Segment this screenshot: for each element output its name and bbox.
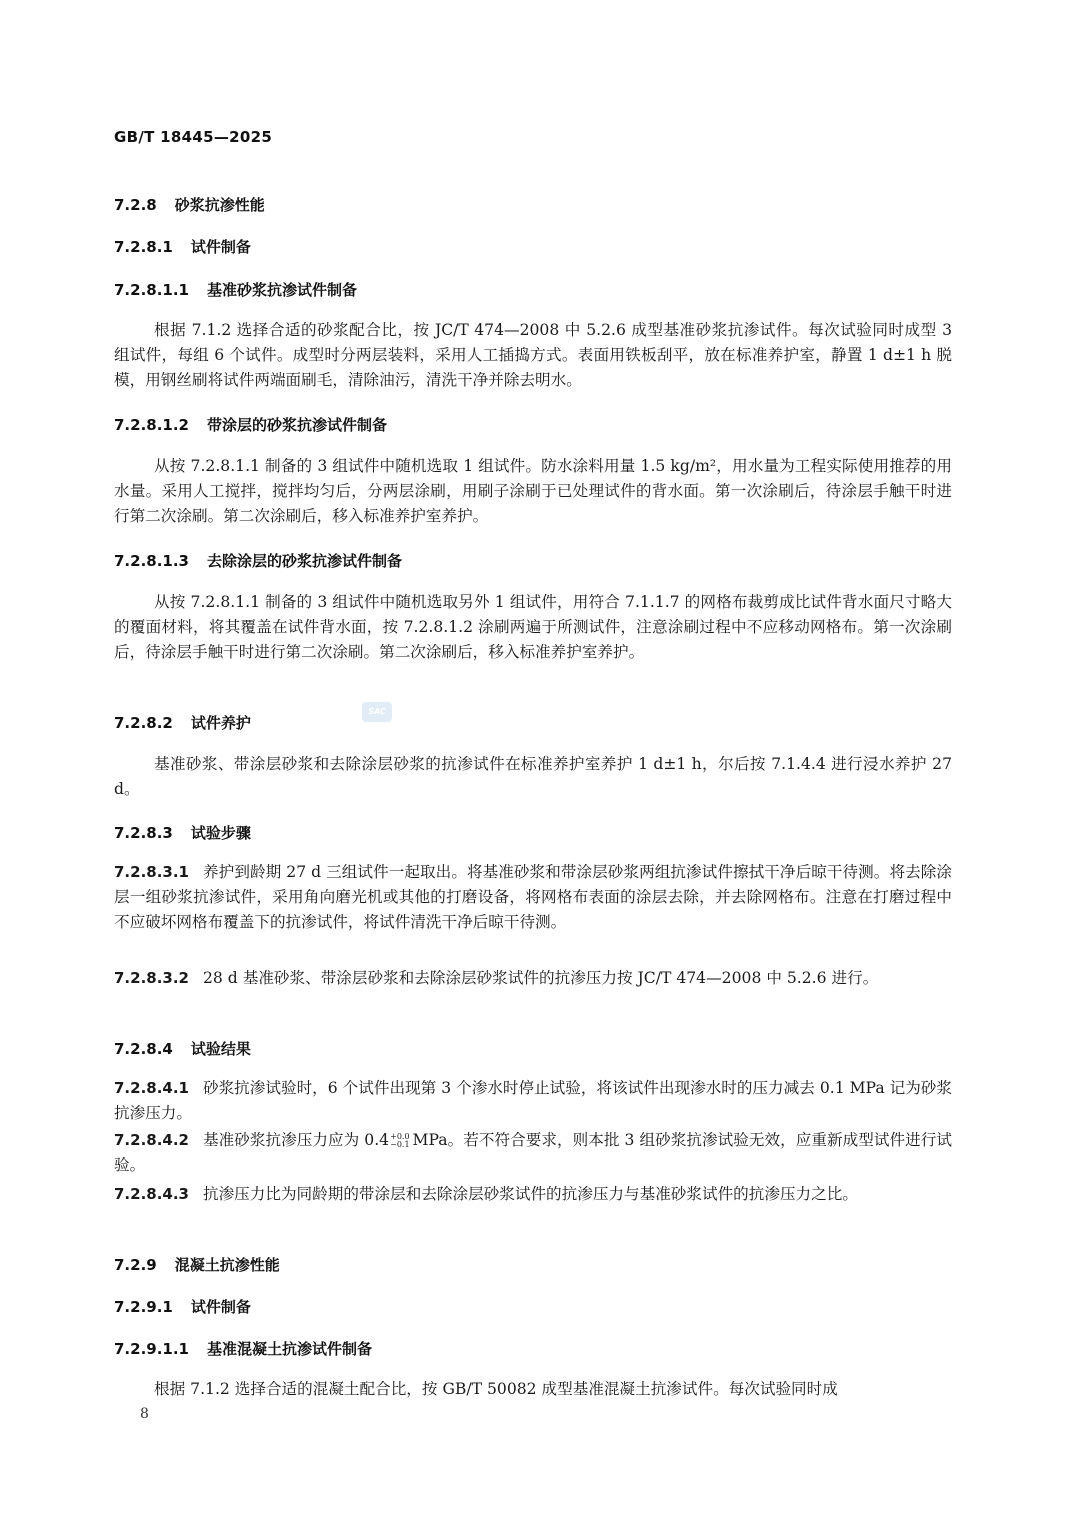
clause-number: 7.2.8.4.1 [114, 1079, 189, 1097]
clause-text-b: MPa。若不符合要求，则本批 3 组砂浆抗渗试验无效，应重新成型试件进行试验。 [114, 1131, 953, 1174]
clause-7-2-8-3-1 [114, 860, 952, 935]
tolerance-lower: −0.1 [390, 1140, 410, 1149]
heading-7-2-8: 7.2.8 砂浆抗渗性能 [114, 196, 265, 214]
tolerance-upper: +0.0 [390, 1132, 410, 1141]
sac-watermark: SAC [362, 702, 392, 722]
clause-7-2-8-4-2 [114, 1128, 952, 1178]
heading-7-2-8-1-3: 7.2.8.1.3 去除涂层的砂浆抗渗试件制备 [114, 552, 402, 570]
heading-7-2-9: 7.2.9 混凝土抗渗性能 [114, 1256, 280, 1274]
clause-text: 砂浆抗渗试验时，6 个试件出现第 3 个渗水时停止试验，将该试件出现渗水时的压力减去 0.1 MPa 记为砂浆抗渗压力。 [114, 1079, 952, 1122]
clause-7-2-8-3-2 [114, 966, 952, 991]
clause-7-2-8-4-1 [114, 1076, 952, 1126]
paragraph-7-2-8-1-2: 从按 7.2.8.1.1 制备的 3 组试件中随机选取 1 组试件。防水涂料用量 1.5 kg/m²，用水量为工程实际使用推荐的用水量。采用人工搅拌，搅拌均匀后，分两层涂刷，用刷子涂刷于已处理试件的背水面。第一次涂刷后，待涂层手触干时进行第二次涂刷。第二次涂刷后，移入标准养护室养护。 [114, 457, 952, 525]
heading-7-2-8-3: 7.2.8.3 试验步骤 [114, 824, 251, 842]
clause-text: 养护到龄期 27 d 三组试件一起取出。将基准砂浆和带涂层砂浆两组抗渗试件擦拭干净后晾干待测。将去除涂层一组砂浆抗渗试件，采用角向磨光机或其他的打磨设备，将网格布表面的涂层去除，并去除网格布。注意在打磨过程中不应破坏网格布覆盖下的抗渗试件，将试件清洗干净后晾干待测。 [114, 863, 952, 931]
clause-text-a: 基准砂浆抗渗压力应为 0.4 [202, 1131, 390, 1149]
clause-text: 抗渗压力比为同龄期的带涂层和去除涂层砂浆试件的抗渗压力与基准砂浆试件的抗渗压力之比。 [202, 1185, 858, 1203]
page-number: 8 [140, 1406, 149, 1422]
paragraph-7-2-8-2: 基准砂浆、带涂层砂浆和去除涂层砂浆的抗渗试件在标准养护室养护 1 d±1 h，尔后按 7.1.4.4 进行浸水养护 27 d。 [114, 755, 952, 798]
heading-7-2-8-1-1: 7.2.8.1.1 基准砂浆抗渗试件制备 [114, 281, 357, 299]
clause-number: 7.2.8.4.2 [114, 1131, 189, 1149]
heading-7-2-9-1-1: 7.2.9.1.1 基准混凝土抗渗试件制备 [114, 1340, 372, 1358]
paragraph-7-2-8-1-3: 从按 7.2.8.1.1 制备的 3 组试件中随机选取另外 1 组试件，用符合 7.1.1.7 的网格布裁剪成比试件背水面尺寸略大的覆面材料，将其覆盖在试件背水面，按 7.2.8.1.2 涂刷两遍于所测试件，注意涂刷过程中不应移动网格布。第一次涂刷后，待涂层手触干时进行第二次涂刷。第二次涂刷后，移入标准养护室养护。 [114, 593, 952, 661]
clause-number: 7.2.8.4.3 [114, 1185, 189, 1203]
clause-number: 7.2.8.3.2 [114, 969, 189, 987]
heading-7-2-8-4: 7.2.8.4 试验结果 [114, 1040, 251, 1058]
heading-7-2-8-1-2: 7.2.8.1.2 带涂层的砂浆抗渗试件制备 [114, 416, 387, 434]
heading-7-2-8-2: 7.2.8.2 试件养护 [114, 714, 251, 732]
standard-code: GB/T 18445—2025 [114, 128, 273, 146]
clause-7-2-8-4-3 [114, 1182, 952, 1207]
paragraph-7-2-9-1-1: 根据 7.1.2 选择合适的混凝土配合比，按 GB/T 50082 成型基准混凝土抗渗试件。每次试验同时成 [154, 1380, 838, 1398]
paragraph-7-2-8-1-1: 根据 7.1.2 选择合适的砂浆配合比，按 JC/T 474—2008 中 5.2.6 成型基准砂浆抗渗试件。每次试验同时成型 3 组试件，每组 6 个试件。成型时分两层装料，采用人工插捣方式。表面用铁板刮平，放在标准养护室，静置 1 d±1 h 脱模，用钢丝刷将试件两端面刷毛，清除油污，清洗干净并除去明水。 [114, 321, 952, 389]
heading-7-2-9-1: 7.2.9.1 试件制备 [114, 1298, 251, 1316]
tolerance [390, 1133, 409, 1149]
heading-7-2-8-1: 7.2.8.1 试件制备 [114, 238, 251, 256]
clause-text: 28 d 基准砂浆、带涂层砂浆和去除涂层砂浆试件的抗渗压力按 JC/T 474—2008 中 5.2.6 进行。 [202, 969, 879, 987]
clause-number: 7.2.8.3.1 [114, 863, 189, 881]
